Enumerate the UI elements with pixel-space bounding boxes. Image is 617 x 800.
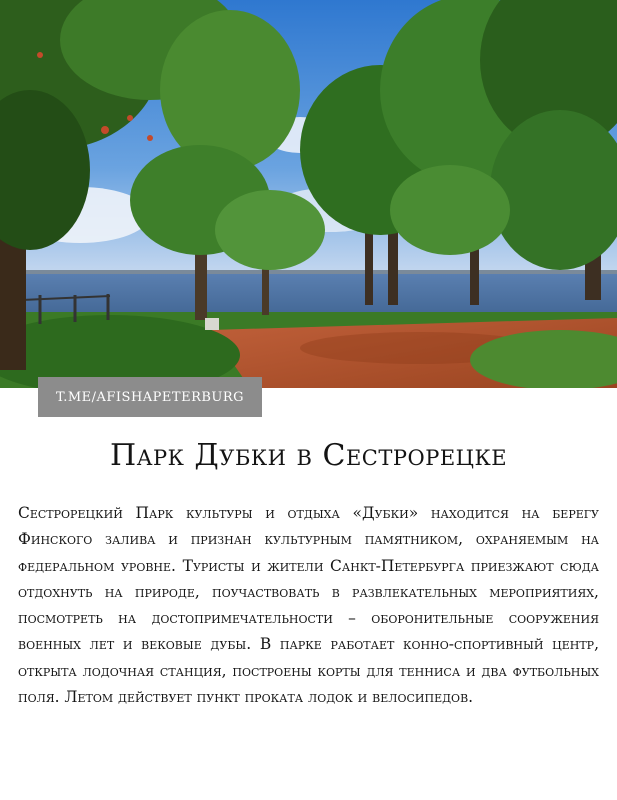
telegram-channel-tag[interactable]: T.ME/AFISHAPETERBURG (38, 377, 262, 417)
park-photo (0, 0, 617, 388)
article-body: Сестрорецкий Парк культуры и отдыха «Дубки» находится на берегу Финского залива и признан культурным памятником, охраняемым на федеральном уровне. Туристы и жители Санкт-Петербурга приезжают сюда отдохнуть на природе, поучаствовать в развлекательных мероприятиях, посмотреть на достопримечательности – оборонительные сооружения военных лет и вековые дубы. В парке работает конно-спортивный центр, открыта лодочная станция, построены корты для тенниса и два футбольных поля. Летом действует пункт проката лодок и велосипедов. (18, 504, 599, 707)
article-title: Парк Дубки в Сестрорецке (109, 438, 508, 473)
